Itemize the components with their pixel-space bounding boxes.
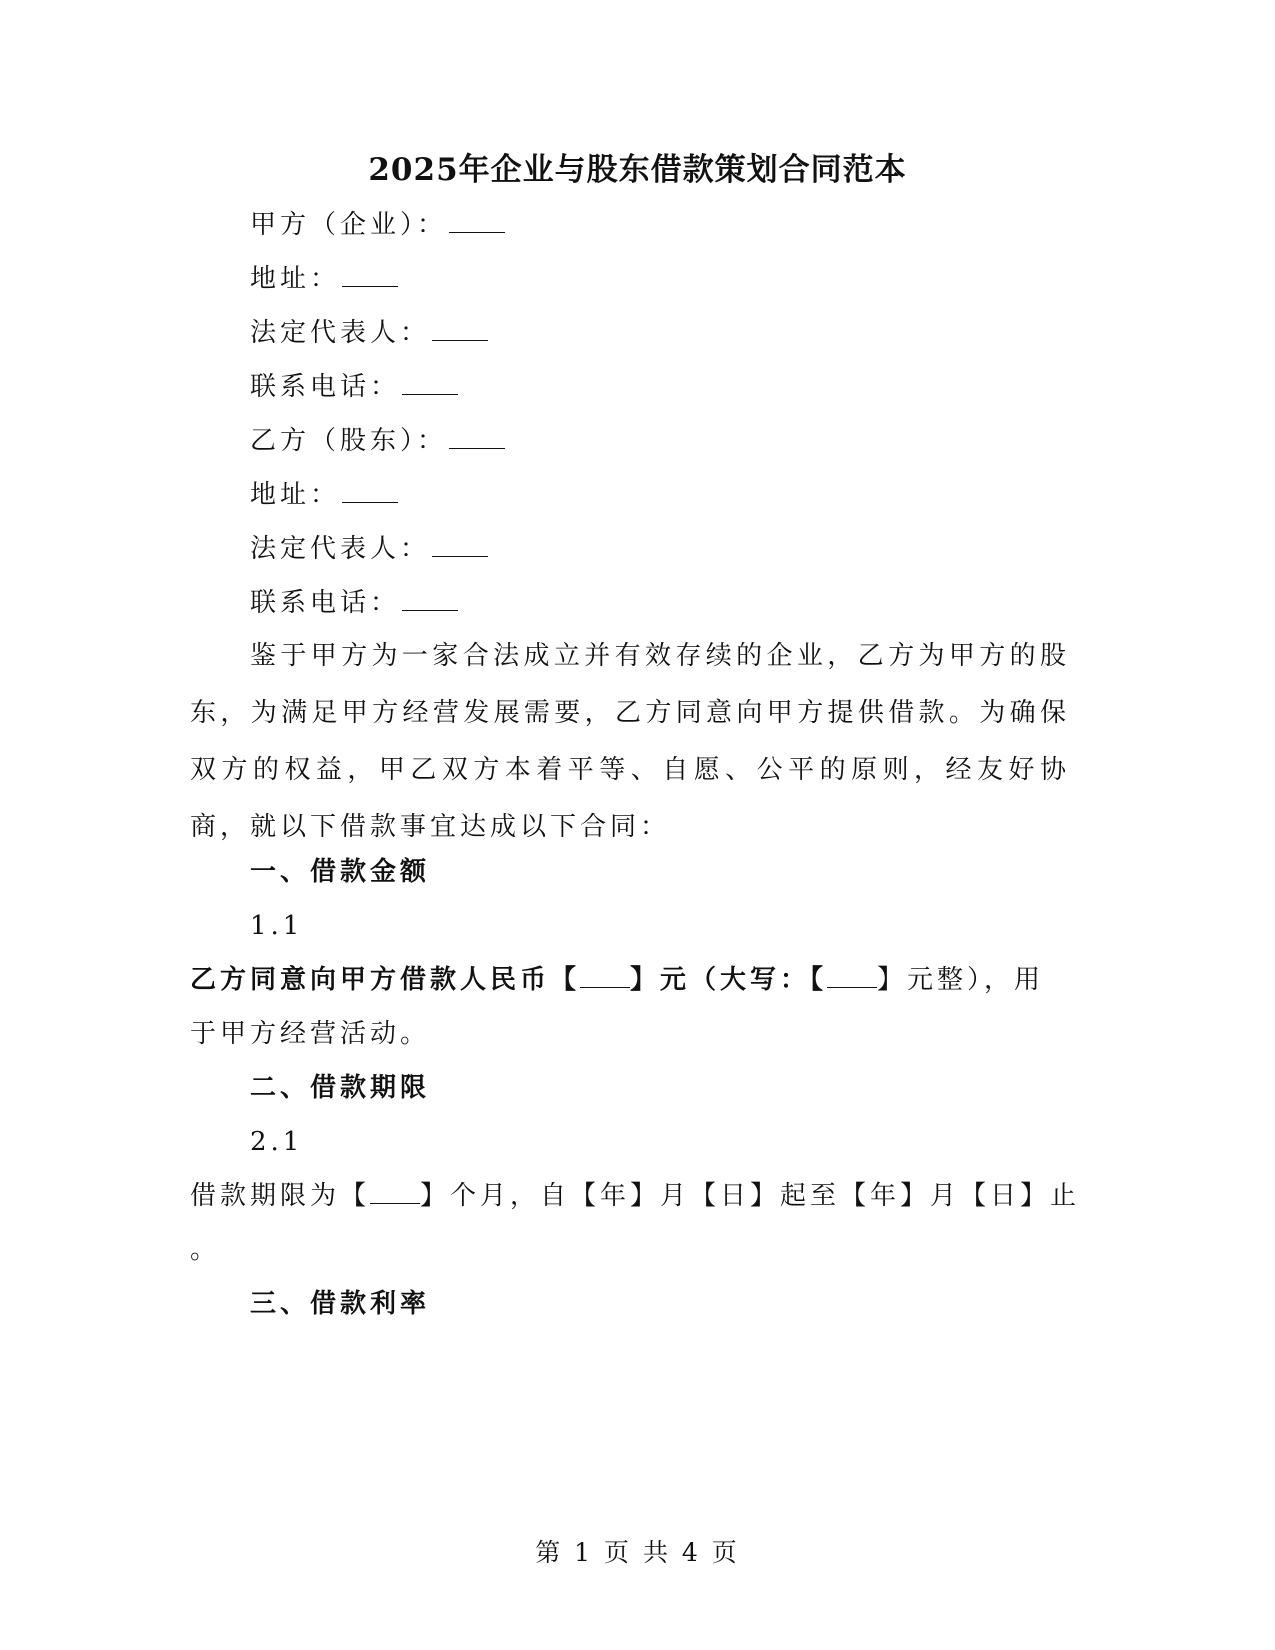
party-b-name-line <box>250 421 505 461</box>
section-1-heading: 一、借款金额 <box>250 857 431 887</box>
party-b-name-blank[interactable] <box>449 422 505 449</box>
party-a-name-blank[interactable] <box>449 206 505 233</box>
party-a-address-blank[interactable] <box>342 260 398 287</box>
party-a-phone-label: 联系电话： <box>250 372 401 402</box>
party-a-rep-label: 法定代表人： <box>250 318 431 348</box>
section-2-clause-number: 2.1 <box>250 1127 304 1157</box>
party-b-address-label: 地址： <box>250 480 341 510</box>
section-1-clause-line-1 <box>190 960 1044 1000</box>
party-a-rep-blank[interactable] <box>432 314 488 341</box>
section-1-clause-bold-text: 乙方同意向甲方借款人民币【 <box>190 965 581 995</box>
party-b-address-line <box>250 475 398 515</box>
section-2-clause-line-2: 。 <box>190 1235 221 1265</box>
party-a-address-line <box>250 259 398 299</box>
party-b-name-label: 乙方（股东）： <box>250 426 448 456</box>
party-a-phone-line <box>250 367 458 407</box>
section-2-heading: 二、借款期限 <box>250 1073 431 1103</box>
loan-amount-blank[interactable] <box>580 961 630 988</box>
party-a-rep-line <box>250 313 488 353</box>
party-a-name-line <box>250 205 505 245</box>
party-b-rep-label: 法定代表人： <box>250 534 431 564</box>
party-b-rep-blank[interactable] <box>432 530 488 557</box>
page-footer: 第 1 页 共 4 页 <box>535 1538 740 1567</box>
section-3-heading: 三、借款利率 <box>250 1289 431 1319</box>
loan-amount-words-blank[interactable] <box>827 961 877 988</box>
section-1-clause-line-2: 于甲方经营活动。 <box>190 1019 431 1049</box>
preamble-paragraph: 鉴于甲方为一家合法成立并有效存续的企业，乙方为甲方的股东，为满足甲方经营发展需要，乙方同意向甲方提供借款。为确保双方的权益，甲乙双方本着平等、自愿、公平的原则，经友好协商，就以下借款事宜达成以下合同： <box>190 641 1070 842</box>
party-b-address-blank[interactable] <box>342 476 398 503</box>
document-title: 2025年企业与股东借款策划合同范本 <box>368 152 907 188</box>
party-b-rep-line <box>250 529 488 569</box>
section-1-clause-number: 1.1 <box>250 911 304 941</box>
party-a-name-label: 甲方（企业）： <box>250 210 448 240</box>
section-2-clause-line-1 <box>190 1176 1080 1216</box>
party-a-phone-blank[interactable] <box>402 368 458 395</box>
loan-term-blank[interactable] <box>370 1177 420 1204</box>
party-b-phone-blank[interactable] <box>402 584 458 611</box>
party-b-phone-line <box>250 583 458 623</box>
party-a-address-label: 地址： <box>250 264 341 294</box>
section-1-clause-bold-text-2: 】元（大写：【 <box>630 965 828 995</box>
section-2-clause-text-a: 借款期限为【 <box>190 1181 371 1211</box>
section-1-clause-rest-a: 】元整），用 <box>877 965 1045 995</box>
party-b-phone-label: 联系电话： <box>250 588 401 618</box>
section-2-clause-text-b: 】个月，自【年】月【日】起至【年】月【日】止 <box>420 1181 1081 1211</box>
